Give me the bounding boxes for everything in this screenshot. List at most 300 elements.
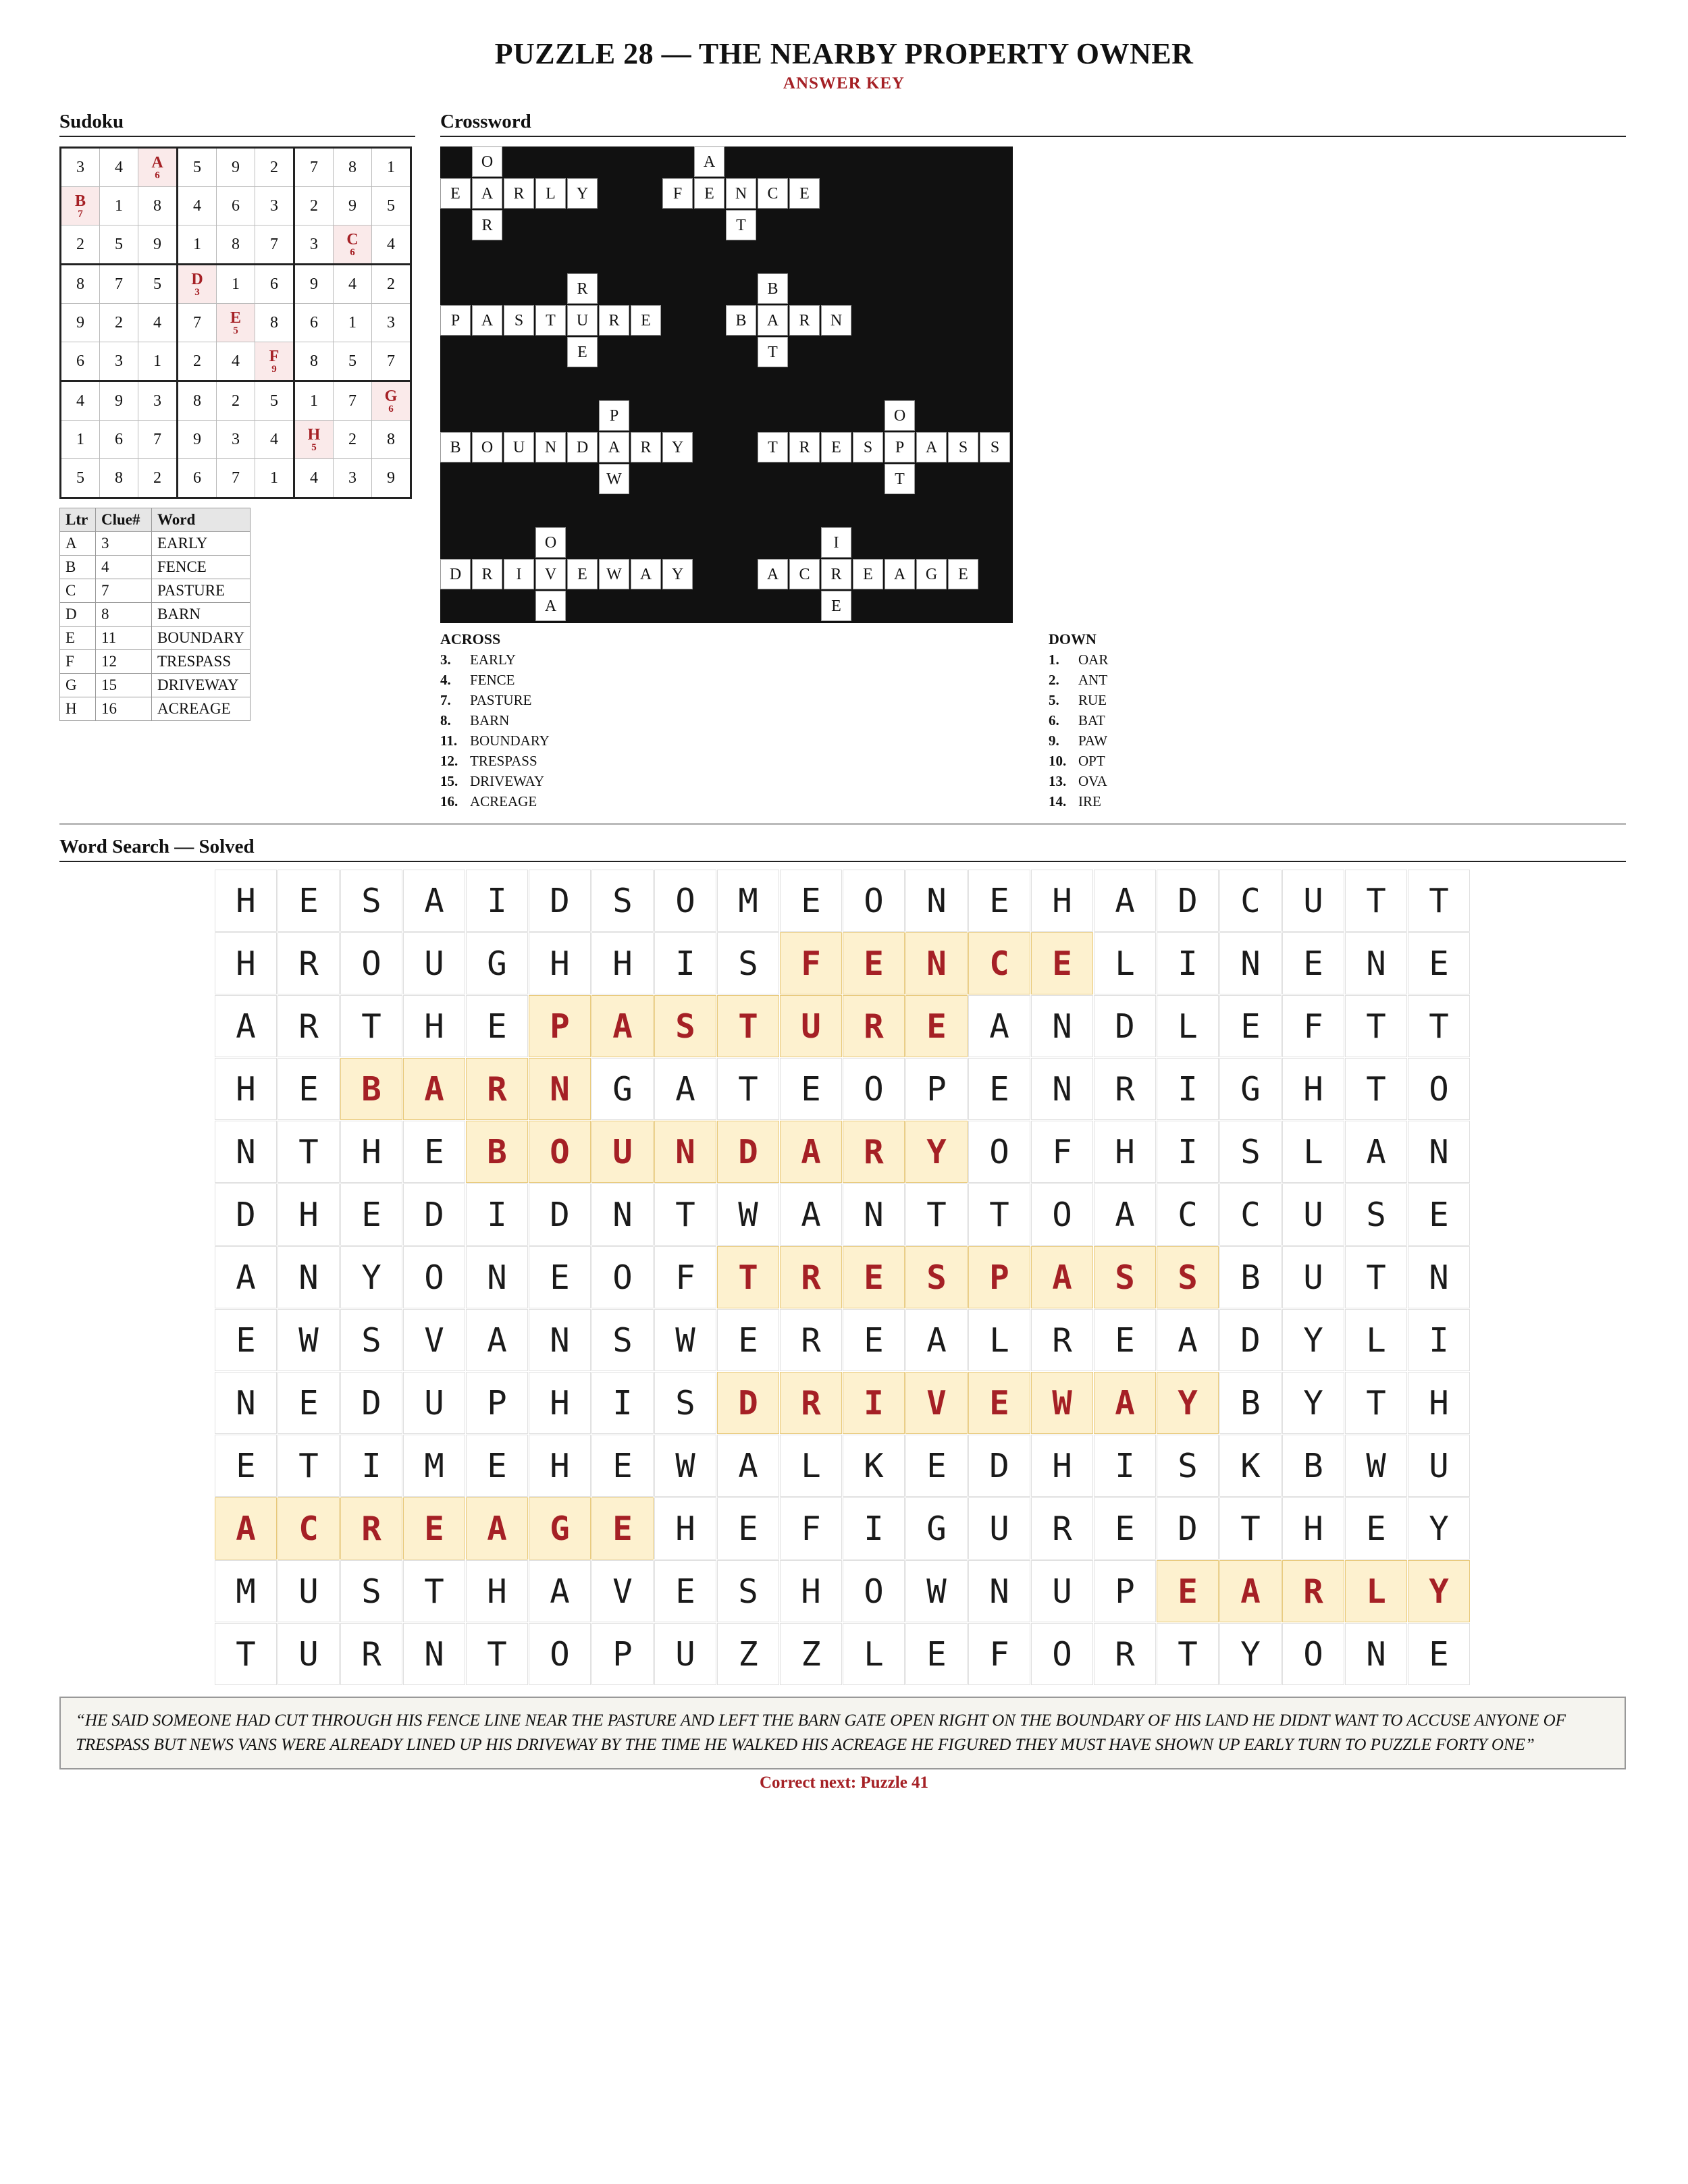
- wordsearch-cell: E: [968, 1058, 1030, 1120]
- crossword-cell: T: [758, 432, 788, 462]
- wordsearch-cell: D: [717, 1372, 779, 1434]
- wordsearch-cell: O: [1031, 1623, 1093, 1685]
- legend-header: Ltr: [60, 508, 96, 532]
- page-subtitle: ANSWER KEY: [783, 74, 905, 92]
- wordsearch-cell: T: [278, 1435, 340, 1497]
- wordsearch-cell: D: [1157, 870, 1219, 932]
- wordsearch-cell: E: [1157, 1560, 1219, 1622]
- sudoku-cell: 2: [178, 342, 217, 381]
- clue-number: 14.: [1049, 793, 1067, 809]
- wordsearch-cell: I: [466, 870, 528, 932]
- wordsearch-cell: T: [1345, 1372, 1407, 1434]
- legend-table: [59, 508, 250, 721]
- wordsearch-cell: A: [215, 995, 277, 1057]
- sudoku-letter: H: [307, 426, 321, 444]
- down-heading: DOWN: [1049, 631, 1097, 647]
- sudoku-cell: 8: [334, 148, 372, 187]
- wordsearch-cell: B: [340, 1058, 402, 1120]
- crossword-cell: R: [472, 559, 502, 589]
- crossword-cell: O: [885, 400, 915, 431]
- wordsearch-cell: T: [717, 995, 779, 1057]
- crossword-cell: W: [599, 559, 629, 589]
- wordsearch-cell: T: [340, 995, 402, 1057]
- clue-number: 5.: [1049, 692, 1059, 708]
- wordsearch-cell: V: [403, 1309, 465, 1371]
- sudoku-cell: 7: [255, 225, 294, 265]
- wordsearch-cell: H: [780, 1560, 842, 1622]
- wordsearch-cell: I: [654, 932, 716, 994]
- wordsearch-cell: H: [1282, 1497, 1344, 1560]
- wordsearch-cell: G: [905, 1497, 968, 1560]
- wordsearch-cell: E: [340, 1183, 402, 1246]
- wordsearch-cell: O: [1282, 1623, 1344, 1685]
- clue-answer: OAR: [1078, 651, 1109, 668]
- wordsearch-cell: Y: [1219, 1623, 1282, 1685]
- legend-cell: H: [60, 697, 96, 721]
- wordsearch-cell: S: [1157, 1246, 1219, 1308]
- clue-item: [440, 733, 550, 749]
- wordsearch-cell: E: [1219, 995, 1282, 1057]
- wordsearch-cell: H: [215, 1058, 277, 1120]
- wordsearch-cell: T: [717, 1246, 779, 1308]
- wordsearch-cell: E: [278, 1058, 340, 1120]
- wordsearch-cell: H: [529, 932, 591, 994]
- wordsearch-cell: U: [1408, 1435, 1470, 1497]
- wordsearch-cell: H: [1031, 870, 1093, 932]
- sudoku-row: [61, 459, 411, 498]
- wordsearch-cell: E: [717, 1309, 779, 1371]
- wordsearch-cell: A: [1094, 1372, 1156, 1434]
- wordsearch-cell: L: [1157, 995, 1219, 1057]
- crossword-cell: A: [694, 147, 724, 177]
- sudoku-row: [61, 187, 411, 225]
- wordsearch-cell: O: [843, 1058, 905, 1120]
- sudoku-cell: 7: [178, 304, 217, 342]
- wordsearch-cell: T: [1345, 1058, 1407, 1120]
- clue-answer: ACREAGE: [470, 793, 537, 809]
- wordsearch-cell: D: [215, 1183, 277, 1246]
- crossword-cell: O: [472, 432, 502, 462]
- wordsearch-cell: N: [1345, 1623, 1407, 1685]
- wordsearch-cell: H: [403, 995, 465, 1057]
- wordsearch-cell: A: [529, 1560, 591, 1622]
- wordsearch-cell: A: [717, 1435, 779, 1497]
- sudoku-cell: 1: [61, 421, 100, 459]
- crossword-cell: P: [885, 432, 915, 462]
- wordsearch-cell: E: [1282, 932, 1344, 994]
- wordsearch-cell: R: [843, 995, 905, 1057]
- legend-row: [60, 697, 250, 721]
- wordsearch-cell: P: [968, 1246, 1030, 1308]
- wordsearch-cell: F: [780, 932, 842, 994]
- sudoku-cell: 2: [372, 265, 411, 304]
- sudoku-cell: 5: [138, 265, 178, 304]
- clue-number: 3.: [440, 651, 451, 668]
- crossword-cell: I: [504, 559, 534, 589]
- sudoku-cell: 4: [61, 381, 100, 421]
- sudoku-cell: 9: [178, 421, 217, 459]
- wordsearch-cell: H: [340, 1121, 402, 1183]
- crossword-cell: E: [631, 305, 661, 336]
- wordsearch-cell: F: [1031, 1121, 1093, 1183]
- wordsearch-cell: U: [1031, 1560, 1093, 1622]
- sudoku-row: [61, 148, 411, 187]
- sudoku-letter: D: [191, 271, 203, 288]
- wordsearch-cell: E: [215, 1309, 277, 1371]
- sudoku-row: [61, 381, 411, 421]
- clue-item: [1049, 733, 1107, 749]
- wordsearch-cell: O: [843, 870, 905, 932]
- crossword-cell: E: [567, 337, 598, 367]
- sudoku-cell: 4: [372, 225, 411, 265]
- crossword-cell: R: [821, 559, 851, 589]
- sudoku-cell: 7: [294, 148, 334, 187]
- wordsearch-cell: U: [780, 995, 842, 1057]
- clue-number: 8.: [440, 712, 451, 728]
- wordsearch-cell: T: [215, 1623, 277, 1685]
- wordsearch-cell: A: [215, 1246, 277, 1308]
- sudoku-cell: 4: [294, 459, 334, 498]
- sudoku-cell: 3: [255, 187, 294, 225]
- wordsearch-cell: R: [1031, 1497, 1093, 1560]
- wordsearch-cell: O: [654, 870, 716, 932]
- clue-number: 1.: [1049, 651, 1059, 668]
- wordsearch-cell: E: [529, 1246, 591, 1308]
- clue-answer: OPT: [1078, 753, 1105, 769]
- sudoku-cell: 9: [217, 148, 255, 187]
- wordsearch-cell: A: [1345, 1121, 1407, 1183]
- clue-answer: BOUNDARY: [470, 733, 550, 749]
- wordsearch-cell: N: [968, 1560, 1030, 1622]
- sudoku-cell: 2: [334, 421, 372, 459]
- wordsearch-cell: R: [780, 1372, 842, 1434]
- sudoku-cell: 1: [294, 381, 334, 421]
- wordsearch-cell: H: [1282, 1058, 1344, 1120]
- wordsearch-cell: O: [1031, 1183, 1093, 1246]
- clue-item: [440, 651, 516, 668]
- wordsearch-cell: O: [340, 932, 402, 994]
- sudoku-digit: 7: [78, 209, 83, 219]
- sudoku-cell: 5: [61, 459, 100, 498]
- wordsearch-cell: D: [968, 1435, 1030, 1497]
- wordsearch-cell: I: [1157, 932, 1219, 994]
- wordsearch-cell: H: [654, 1497, 716, 1560]
- wordsearch-cell: E: [905, 1623, 968, 1685]
- wordsearch-cell: T: [1219, 1497, 1282, 1560]
- wordsearch-cell: G: [529, 1497, 591, 1560]
- wordsearch-cell: I: [1408, 1309, 1470, 1371]
- clue-number: 7.: [440, 692, 451, 708]
- wordsearch-cell: U: [591, 1121, 654, 1183]
- wordsearch-cell: E: [1031, 932, 1093, 994]
- wordsearch-cell: D: [1094, 995, 1156, 1057]
- page-title: PUZZLE 28 — THE NEARBY PROPERTY OWNER: [494, 37, 1194, 70]
- wordsearch-cell: F: [654, 1246, 716, 1308]
- wordsearch-cell: O: [843, 1560, 905, 1622]
- crossword-cell: U: [567, 305, 598, 336]
- crossword-cell: S: [853, 432, 883, 462]
- legend-cell: 12: [96, 650, 152, 674]
- wordsearch-cell: S: [1345, 1183, 1407, 1246]
- wordsearch-cell: I: [466, 1183, 528, 1246]
- wordsearch-cell: E: [215, 1435, 277, 1497]
- sudoku-row: [61, 342, 411, 381]
- wordsearch-cell: T: [278, 1121, 340, 1183]
- legend-row: [60, 650, 250, 674]
- wordsearch-cell: E: [1094, 1497, 1156, 1560]
- sudoku-cell: 2: [217, 381, 255, 421]
- legend-cell: C: [60, 579, 96, 603]
- legend-cell: BARN: [152, 603, 250, 627]
- wordsearch-cell: L: [1345, 1560, 1407, 1622]
- wordsearch-cell: F: [780, 1497, 842, 1560]
- crossword-cell: R: [599, 305, 629, 336]
- wordsearch-cell: P: [466, 1372, 528, 1434]
- crossword-cell: T: [535, 305, 566, 336]
- wordsearch-cell: S: [340, 1309, 402, 1371]
- wordsearch-cell: E: [403, 1121, 465, 1183]
- crossword-cell: C: [758, 178, 788, 209]
- wordsearch-cell: M: [215, 1560, 277, 1622]
- crossword-cell: E: [440, 178, 471, 209]
- sudoku-cell: 9: [372, 459, 411, 498]
- wordsearch-cell: E: [717, 1497, 779, 1560]
- crossword-cell: T: [726, 210, 756, 240]
- sudoku-cell: 1: [372, 148, 411, 187]
- clue-answer: PAW: [1078, 733, 1108, 749]
- wordsearch-cell: S: [340, 1560, 402, 1622]
- wordsearch-cell: W: [278, 1309, 340, 1371]
- wordsearch-cell: E: [843, 1246, 905, 1308]
- wordsearch-cell: S: [340, 870, 402, 932]
- wordsearch-cell: H: [529, 1435, 591, 1497]
- wordsearch-cell: M: [717, 870, 779, 932]
- wordsearch-cell: R: [1031, 1309, 1093, 1371]
- wordsearch-cell: A: [968, 995, 1030, 1057]
- wordsearch-cell: O: [403, 1246, 465, 1308]
- wordsearch-cell: N: [403, 1623, 465, 1685]
- crossword-cell: P: [599, 400, 629, 431]
- wordsearch-cell: E: [905, 995, 968, 1057]
- wordsearch-cell: N: [215, 1121, 277, 1183]
- clue-item: [440, 773, 544, 790]
- next-puzzle: Correct next: Puzzle 41: [759, 1774, 929, 1792]
- legend-cell: BOUNDARY: [152, 627, 250, 650]
- crossword-cell: B: [726, 305, 756, 336]
- wordsearch-cell: I: [1157, 1121, 1219, 1183]
- crossword-cell: R: [631, 432, 661, 462]
- sudoku-cell: [334, 225, 372, 265]
- sudoku-cell: 6: [178, 459, 217, 498]
- clue-number: 2.: [1049, 672, 1059, 688]
- sudoku-letter: E: [230, 309, 241, 327]
- sudoku-cell: 3: [294, 225, 334, 265]
- sudoku-cell: 3: [372, 304, 411, 342]
- legend-cell: G: [60, 674, 96, 697]
- wordsearch-cell: W: [654, 1309, 716, 1371]
- clue-number: 9.: [1049, 733, 1059, 749]
- wordsearch-cell: M: [403, 1435, 465, 1497]
- wordsearch-cell: C: [968, 932, 1030, 994]
- sudoku-letter: G: [384, 388, 398, 405]
- clue-answer: OVA: [1078, 773, 1107, 789]
- sudoku-cell: 9: [100, 381, 138, 421]
- legend-row: [60, 674, 250, 697]
- wordsearch-cell: P: [591, 1623, 654, 1685]
- crossword-cell: W: [599, 464, 629, 494]
- wordsearch-cell: N: [843, 1183, 905, 1246]
- sudoku-cell: 4: [178, 187, 217, 225]
- sudoku-cell: 8: [178, 381, 217, 421]
- legend-cell: EARLY: [152, 532, 250, 556]
- sudoku-cell: 2: [61, 225, 100, 265]
- crossword-cell: F: [662, 178, 693, 209]
- wordsearch-cell: S: [905, 1246, 968, 1308]
- wordsearch-cell: O: [529, 1623, 591, 1685]
- wordsearch-cell: R: [340, 1623, 402, 1685]
- wordsearch-cell: A: [1031, 1246, 1093, 1308]
- sudoku-letter: B: [74, 192, 86, 210]
- sudoku-cell: 7: [217, 459, 255, 498]
- crossword-cell: A: [472, 305, 502, 336]
- sudoku-row: [61, 265, 411, 304]
- sudoku-cell: 6: [100, 421, 138, 459]
- wordsearch-cell: E: [968, 870, 1030, 932]
- sudoku-cell: 2: [255, 148, 294, 187]
- crossword-cell: A: [631, 559, 661, 589]
- wordsearch-cell: Y: [1282, 1309, 1344, 1371]
- legend-header: Word: [152, 508, 250, 532]
- sudoku-cell: 1: [178, 225, 217, 265]
- wordsearch-cell: I: [843, 1497, 905, 1560]
- sudoku-digit: 5: [311, 442, 317, 453]
- sudoku-cell: 1: [138, 342, 178, 381]
- crossword-cell: O: [535, 527, 566, 558]
- legend-row: [60, 532, 250, 556]
- wordsearch-cell: H: [529, 1372, 591, 1434]
- crossword-cell: I: [821, 527, 851, 558]
- wordsearch-cell: Y: [1282, 1372, 1344, 1434]
- wordsearch-cell: E: [905, 1435, 968, 1497]
- clue-answer: PASTURE: [470, 692, 532, 708]
- clue-item: [440, 692, 531, 709]
- legend-row: [60, 556, 250, 579]
- legend-cell: 15: [96, 674, 152, 697]
- clue-answer: TRESPASS: [470, 753, 537, 769]
- wordsearch-cell: S: [654, 1372, 716, 1434]
- sudoku-cell: 2: [294, 187, 334, 225]
- wordsearch-cell: V: [591, 1560, 654, 1622]
- wordsearch-cell: A: [215, 1497, 277, 1560]
- sudoku-cell: 3: [217, 421, 255, 459]
- wordsearch-cell: W: [717, 1183, 779, 1246]
- crossword-cell: D: [567, 432, 598, 462]
- sudoku-cell: [178, 265, 217, 304]
- hidden-quote: “HE SAID SOMEONE HAD CUT THROUGH HIS FENCE LINE NEAR THE PASTURE AND LEFT THE BARN GATE OPEN RIGHT ON THE BOUNDARY OF HIS LAND HE DIDNT WANT TO ACCUSE ANYONE OF TRESPASS BUT NEWS VANS WERE ALREADY LINED UP HIS DRIVEWAY BY THE TIME HE WALKED HIS ACREAGE HE FIGURED THEY MUST HAVE SHOWN UP EARLY TURN TO PUZZLE FORTY ONE”: [59, 1697, 1626, 1769]
- wordsearch-cell: U: [968, 1497, 1030, 1560]
- crossword-cell: A: [758, 305, 788, 336]
- wordsearch-cell: S: [1219, 1121, 1282, 1183]
- legend-cell: DRIVEWAY: [152, 674, 250, 697]
- wordsearch-cell: T: [1345, 1246, 1407, 1308]
- wordsearch-cell: E: [466, 995, 528, 1057]
- clue-number: 12.: [440, 753, 458, 769]
- wordsearch-cell: U: [278, 1560, 340, 1622]
- crossword-cell: E: [789, 178, 820, 209]
- wordsearch-cell: S: [1094, 1246, 1156, 1308]
- legend-row: [60, 627, 250, 650]
- wordsearch-cell: O: [529, 1121, 591, 1183]
- wordsearch-cell: A: [466, 1497, 528, 1560]
- wordsearch-cell: H: [278, 1183, 340, 1246]
- wordsearch-cell: T: [717, 1058, 779, 1120]
- legend-header: Clue#: [96, 508, 152, 532]
- sudoku-cell: 5: [372, 187, 411, 225]
- wordsearch-cell: G: [591, 1058, 654, 1120]
- crossword-cell: N: [726, 178, 756, 209]
- sudoku-grid: [59, 147, 412, 499]
- wordsearch-cell: E: [403, 1497, 465, 1560]
- wordsearch-cell: T: [654, 1183, 716, 1246]
- wordsearch-cell: U: [1282, 870, 1344, 932]
- wordsearch-cell: Y: [340, 1246, 402, 1308]
- crossword-cell: P: [440, 305, 471, 336]
- legend-cell: FENCE: [152, 556, 250, 579]
- crossword-cell: A: [599, 432, 629, 462]
- legend-cell: PASTURE: [152, 579, 250, 603]
- sudoku-heading: Sudoku: [59, 111, 415, 137]
- wordsearch-cell: U: [1282, 1183, 1344, 1246]
- clue-item: [440, 672, 515, 689]
- wordsearch-cell: F: [1282, 995, 1344, 1057]
- wordsearch-cell: N: [905, 870, 968, 932]
- clue-item: [1049, 692, 1107, 709]
- wordsearch-cell: P: [905, 1058, 968, 1120]
- crossword-cell: G: [916, 559, 947, 589]
- crossword-cell: E: [567, 559, 598, 589]
- clue-answer: IRE: [1078, 793, 1101, 809]
- wordsearch-cell: B: [1282, 1435, 1344, 1497]
- crossword-cell: T: [885, 464, 915, 494]
- legend-cell: B: [60, 556, 96, 579]
- crossword-cell: A: [758, 559, 788, 589]
- wordsearch-cell: L: [1345, 1309, 1407, 1371]
- crossword-cell: R: [567, 273, 598, 304]
- wordsearch-cell: T: [905, 1183, 968, 1246]
- wordsearch-cell: A: [466, 1309, 528, 1371]
- wordsearch-cell: R: [466, 1058, 528, 1120]
- wordsearch-cell: T: [1157, 1623, 1219, 1685]
- crossword-cell: E: [821, 432, 851, 462]
- crossword-cell: A: [885, 559, 915, 589]
- wordsearch-cell: A: [1094, 870, 1156, 932]
- wordsearch-cell: N: [466, 1246, 528, 1308]
- wordsearch-cell: T: [1408, 870, 1470, 932]
- wordsearch-cell: C: [1219, 1183, 1282, 1246]
- crossword-cell: B: [758, 273, 788, 304]
- sudoku-cell: [372, 381, 411, 421]
- wordsearch-cell: N: [654, 1121, 716, 1183]
- wordsearch-cell: K: [1219, 1435, 1282, 1497]
- wordsearch-cell: D: [1219, 1309, 1282, 1371]
- sudoku-cell: 9: [61, 304, 100, 342]
- wordsearch-cell: W: [1031, 1372, 1093, 1434]
- wordsearch-cell: A: [591, 995, 654, 1057]
- sudoku-cell: [61, 187, 100, 225]
- legend-cell: 11: [96, 627, 152, 650]
- wordsearch-cell: O: [968, 1121, 1030, 1183]
- crossword-cell: S: [980, 432, 1010, 462]
